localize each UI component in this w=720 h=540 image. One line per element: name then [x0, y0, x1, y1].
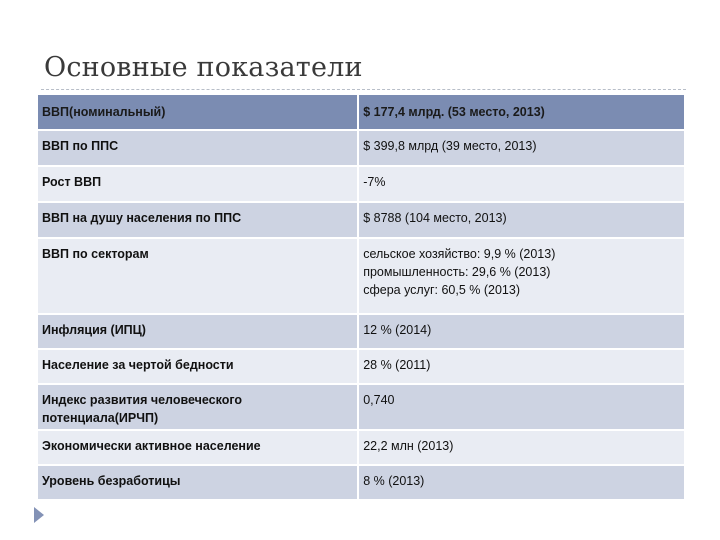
- row-label: Индекс развития человеческого потенциала(ИРЧП): [37, 384, 358, 430]
- table-row: [37, 94, 685, 130]
- table-row: [37, 465, 685, 500]
- row-value: -7%: [358, 166, 685, 202]
- row-value: 8 % (2013): [358, 465, 685, 500]
- table-row: [37, 349, 685, 384]
- sector-services: сфера услуг: 60,5 % (2013): [363, 283, 520, 297]
- row-value: 0,740: [358, 384, 685, 430]
- table-row: [37, 166, 685, 202]
- row-value: [358, 238, 685, 314]
- row-label: ВВП по секторам: [37, 238, 358, 314]
- table-row: [37, 314, 685, 349]
- row-value: $ 177,4 млрд. (53 место, 2013): [358, 94, 685, 130]
- row-value: $ 399,8 млрд (39 место, 2013): [358, 130, 685, 166]
- row-label: ВВП(номинальный): [37, 94, 358, 130]
- indicators-table: [36, 93, 686, 501]
- row-label: ВВП по ППС: [37, 130, 358, 166]
- row-label: Рост ВВП: [37, 166, 358, 202]
- row-value: $ 8788 (104 место, 2013): [358, 202, 685, 238]
- slide-title: Основные показатели: [44, 52, 363, 83]
- table-row: [37, 202, 685, 238]
- row-value: 12 % (2014): [358, 314, 685, 349]
- row-label: Экономически активное население: [37, 430, 358, 465]
- row-value: 22,2 млн (2013): [358, 430, 685, 465]
- row-label: Уровень безработицы: [37, 465, 358, 500]
- row-label: Инфляция (ИПЦ): [37, 314, 358, 349]
- table-row: [37, 130, 685, 166]
- table-row: [37, 238, 685, 314]
- title-divider: [36, 89, 686, 90]
- row-label: Население за чертой бедности: [37, 349, 358, 384]
- table-row: [37, 430, 685, 465]
- row-value: 28 % (2011): [358, 349, 685, 384]
- row-label: ВВП на душу населения по ППС: [37, 202, 358, 238]
- triangle-right-icon: [34, 507, 44, 523]
- sector-industry: промышленность: 29,6 % (2013): [363, 265, 551, 279]
- sector-agriculture: сельское хозяйство: 9,9 % (2013): [363, 247, 556, 261]
- table-row: [37, 384, 685, 430]
